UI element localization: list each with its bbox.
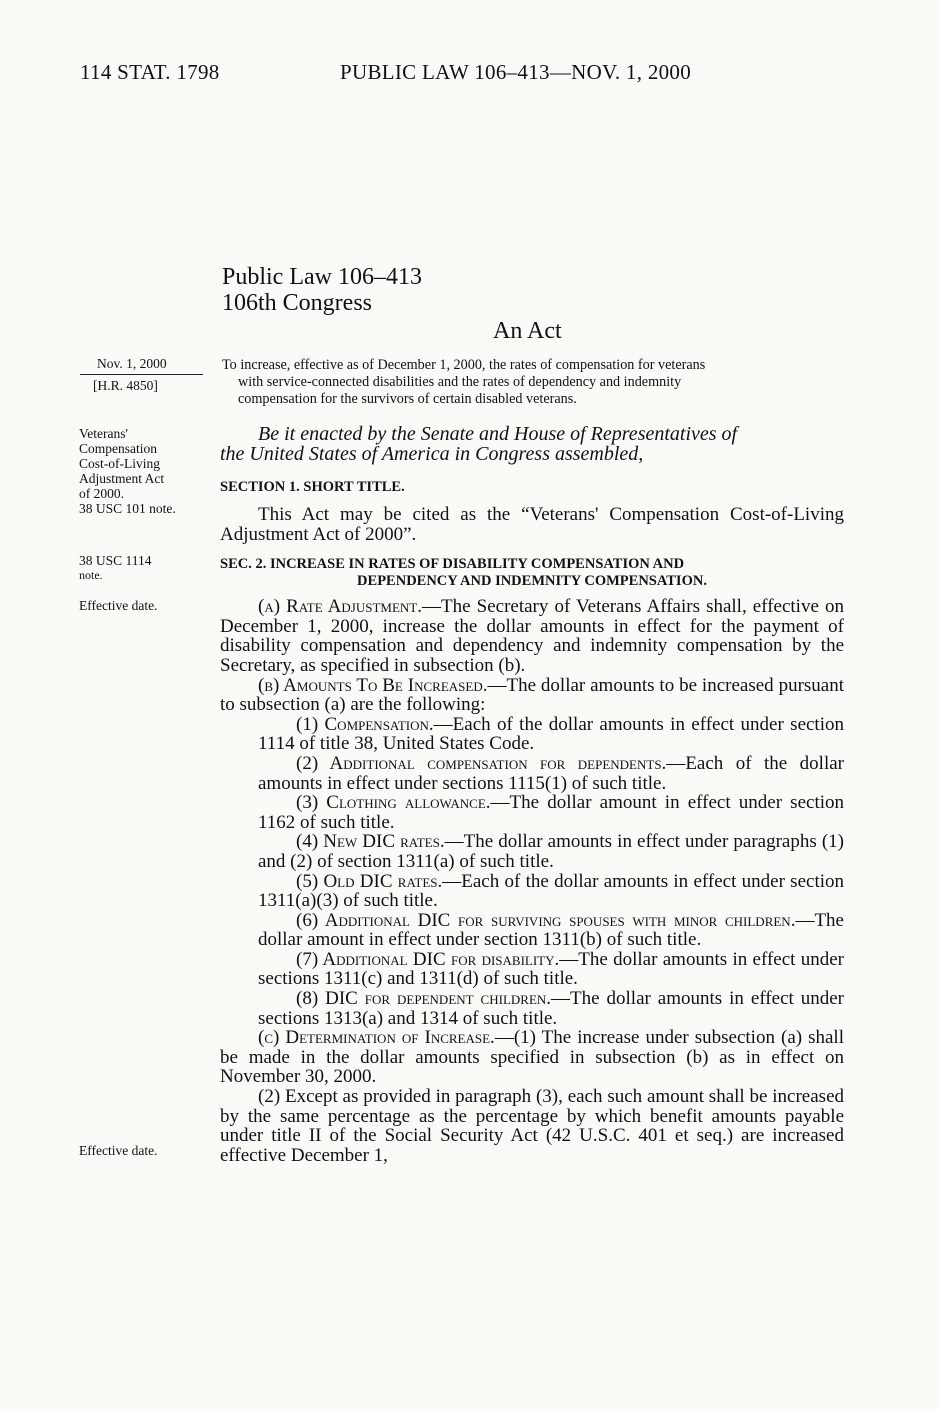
subsection-label: (c) Determination of Increase. xyxy=(258,1027,495,1049)
margin-line: note. xyxy=(79,568,103,582)
section-2-heading xyxy=(220,556,844,590)
enacting-clause xyxy=(220,424,844,464)
list-item xyxy=(258,911,844,950)
subsection-a xyxy=(220,597,844,675)
margin-date: Nov. 1, 2000 xyxy=(97,356,167,371)
law-number: Public Law 106–413 xyxy=(222,264,422,290)
enacting-line: Be it enacted by the Senate and House of Representatives of xyxy=(258,423,738,445)
margin-line: 38 USC 101 note. xyxy=(79,501,176,516)
long-title-line: compensation for the survivors of certain disabled veterans. xyxy=(238,391,577,407)
enacting-line: the United States of America in Congress assembled, xyxy=(220,443,644,465)
item-text: —Each of the dollar amounts in effect under section 1114 of title 38, United States Code. xyxy=(258,713,844,755)
item-label: (4) New DIC rates. xyxy=(296,831,445,853)
document-body xyxy=(220,424,844,1165)
margin-short-title xyxy=(79,426,214,516)
item-text: —The dollar amounts in effect under sections 1311(c) and 1311(d) of such title. xyxy=(258,948,844,990)
list-item xyxy=(258,715,844,754)
margin-line: 38 USC 1114 xyxy=(79,553,152,568)
margin-line: Compensation xyxy=(79,441,157,456)
margin-line: Adjustment Act xyxy=(79,471,165,486)
item-label: (2) Additional compensation for dependents. xyxy=(296,752,667,774)
item-label: (3) Clothing allowance. xyxy=(296,792,491,814)
list-item xyxy=(258,754,844,793)
margin-bill: [H.R. 4850] xyxy=(93,378,158,393)
subsection-c xyxy=(220,1028,844,1087)
amount-list xyxy=(220,715,844,1029)
section-1-heading: SECTION 1. SHORT TITLE. xyxy=(220,479,405,495)
subsection-label: (a) Rate Adjustment. xyxy=(258,596,422,618)
list-item xyxy=(258,832,844,871)
list-item xyxy=(258,950,844,989)
subsection-text: —The dollar amounts to be increased pursuant to subsection (a) are the following: xyxy=(220,674,844,716)
item-text: —Each of the dollar amounts in effect under section 1311(a)(3) of such title. xyxy=(258,870,844,912)
long-title xyxy=(222,357,844,408)
margin-effective-date: Effective date. xyxy=(79,598,158,613)
running-title: PUBLIC LAW 106–413—NOV. 1, 2000 xyxy=(340,60,692,84)
heading-line: DEPENDENCY AND INDEMNITY COMPENSATION. xyxy=(357,573,707,590)
subsection-text: —(1) The increase under subsection (a) shall be made in the dollar amounts specified in subsection (b) as in effect on November 30, 2000. xyxy=(220,1027,844,1088)
long-title-line: To increase, effective as of December 1, 2000, the rates of compensation for veterans xyxy=(222,357,706,373)
item-label: (6) Additional DIC for surviving spouses with minor children. xyxy=(296,909,796,931)
margin-line: Veterans' xyxy=(79,426,128,441)
margin-rule xyxy=(80,374,203,375)
item-text: —The dollar amounts in effect under paragraphs (1) and (2) of section 1311(a) of such title. xyxy=(258,831,845,872)
list-item xyxy=(258,793,844,832)
margin-usc-1114 xyxy=(79,553,214,583)
congress: 106th Congress xyxy=(222,290,372,316)
act-heading: An Act xyxy=(493,318,562,344)
page-reference: 114 STAT. 1798 xyxy=(80,60,220,84)
subsection-label: (b) Amounts To Be Increased. xyxy=(258,674,488,696)
subsection-b xyxy=(220,676,844,715)
heading-line: SEC. 2. INCREASE IN RATES OF DISABILITY COMPENSATION AND xyxy=(220,556,685,573)
item-label: (8) DIC for dependent children. xyxy=(296,988,552,1010)
section-1-text: This Act may be cited as the “Veterans' Compensation Cost-of-Living Adjustment Act of 2000”. xyxy=(220,504,844,545)
margin-line: of 2000. xyxy=(79,486,124,501)
item-label: (5) Old DIC rates. xyxy=(296,870,443,892)
margin-line: Cost-of-Living xyxy=(79,456,160,471)
long-title-line: with service-connected disabilities and the rates of dependency and indemnity xyxy=(238,374,682,390)
subsection-text: —The Secretary of Veterans Affairs shall, effective on December 1, 2000, increase the dollar amounts in effect for the payment of disability compensation and dependency and indemnity compensation by the Secretary, as specified in subsection (b). xyxy=(220,596,844,676)
item-text: —The dollar amount in effect under section 1311(b) of such title. xyxy=(258,909,844,951)
item-text: —Each of the dollar amounts in effect under sections 1115(1) of such title. xyxy=(258,752,844,794)
item-label: (7) Additional DIC for disability. xyxy=(296,948,560,970)
item-text: —The dollar amount in effect under section 1162 of such title. xyxy=(258,792,844,833)
margin-effective-date: Effective date. xyxy=(79,1143,158,1158)
list-item xyxy=(258,872,844,911)
item-text: —The dollar amounts in effect under sections 1313(a) and 1314 of such title. xyxy=(258,988,845,1029)
item-label: (1) Compensation. xyxy=(296,713,434,735)
list-item xyxy=(258,989,844,1028)
subsection-c-paragraph-2: (2) Except as provided in paragraph (3), each such amount shall be increased by the same percentage as the percentage by which benefit amounts payable under title II of the Social Security Act (42 U.S.C. 401 et seq.) are increased effective December 1, xyxy=(220,1086,844,1166)
